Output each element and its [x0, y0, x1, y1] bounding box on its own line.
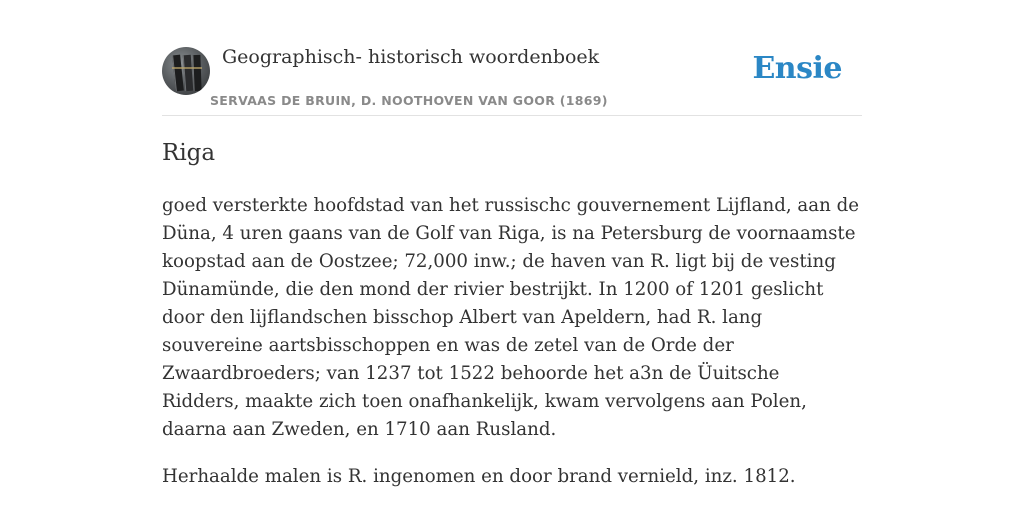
book-band: [172, 67, 202, 69]
book-authors: SERVAAS DE BRUIN, D. NOOTHOVEN VAN GOOR (1869): [210, 93, 608, 108]
book-cover-avatar[interactable]: [162, 47, 210, 95]
entry-paragraph: goed versterkte hoofdstad van het russischc gouvernement Lijfland, aan de Düna, 4 uren gaans van de Golf van Riga, is na Petersburg de voornaamste koopstad aan de Oostzee; 72,000 inw.; de haven van R. ligt bij de vesting Dünamünde, die den mond der rivier bestrijkt. In 1200 of 1201 geslicht door den lijflandschen bisschop Albert van Apeldern, had R. lang souvereine aartsbisschoppen en was de zetel van de Orde der Zwaardbroeders; van 1237 tot 1522 behoorde het a3n de Üuitsche Ridders, maakte zich toen onafhankelijk, kwam vervolgens aan Polen, daarna aan Zweden, en 1710 aan Rusland.: [162, 195, 859, 440]
header: [162, 0, 862, 116]
page: [162, 0, 862, 512]
book-spine: [192, 55, 201, 91]
book-title-link[interactable]: Geographisch- historisch woordenboek: [222, 46, 600, 68]
entry-content: [162, 192, 862, 510]
entry-paragraph: Herhaalde malen is R. ingenomen en door brand vernield, inz. 1812.: [162, 466, 796, 487]
ensie-logo-link[interactable]: Ensie: [752, 51, 842, 86]
entry-title: Riga: [162, 140, 216, 166]
